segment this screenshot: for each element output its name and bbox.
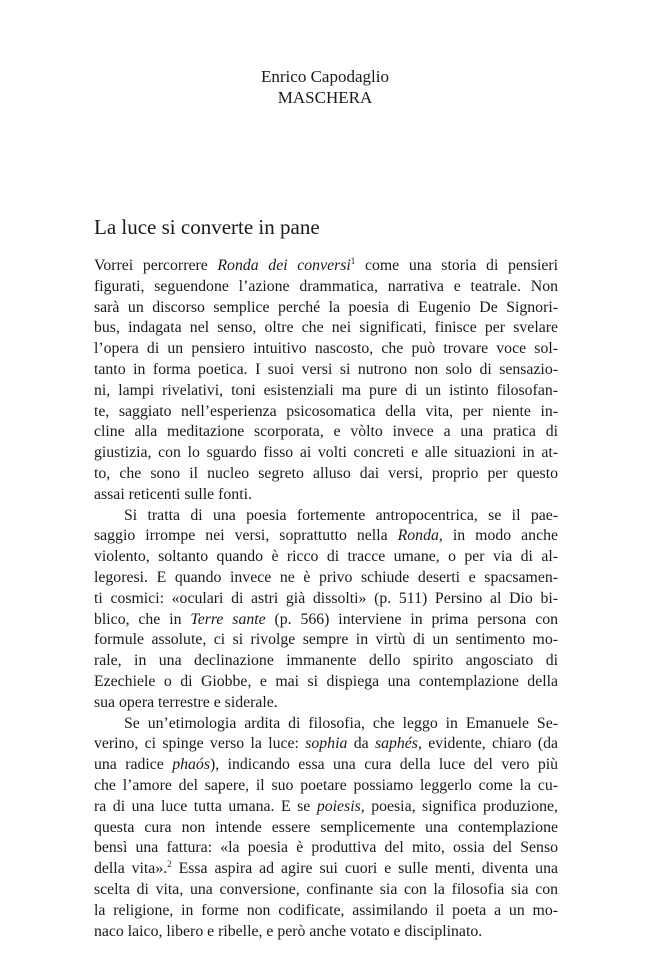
text-line: scelta di vita, una conversione, confinante sia con la filosofia sia con (94, 880, 558, 898)
italic-title-terre-sante: Terre sante (190, 610, 266, 628)
text-line: Ezechiele o di Giobbe, e mai si dispiega una contemplazione della (94, 672, 558, 690)
text-line: legoresi. E quando invece ne è privo schiude deserti e spacsamen- (94, 568, 558, 586)
text-line: tanto in forma poetica. I suoi versi si nutrono non solo di sensazio- (94, 360, 558, 378)
text-line: assai reticenti sulle fonti. (94, 485, 252, 503)
text-line: formule assolute, ci si rivolge sempre in virtù di un sentimento mo- (94, 631, 558, 649)
text-line: naco laico, libero e ribelle, e però anche votato e disciplinato. (94, 922, 483, 940)
italic-term-phaos: phaós (172, 756, 210, 774)
text-line: ni, lampi rivelativi, toni esistenziali ma pure di un istinto filosofan- (94, 381, 558, 399)
header-author: Enrico Capodaglio (261, 67, 389, 86)
text-line: bus, indagata nel senso, oltre che nei significati, finisce per svelare (94, 319, 558, 337)
text-line: ti cosmici: «oculari di astri già dissolti» (p. 511) Persino al Dio bi- (94, 589, 558, 607)
text-line: verino, ci spinge verso la luce: sophia da saphés, evidente, chiaro (da (94, 735, 558, 753)
text-line: ra di una luce tutta umana. E se poiesis, poesia, significa produzione, (94, 797, 558, 815)
section-title: La luce si converte in pane (94, 215, 320, 239)
text-line: rale, in una declinazione immanente dello spirito angosciato di (94, 652, 558, 670)
text-line: blico, che in Terre sante (p. 566) interviene in prima persona con (94, 610, 558, 628)
text-line: una radice phaós), indicando essa una cura della luce del vero più (94, 756, 559, 774)
italic-term-sophia: sophia (305, 735, 348, 753)
italic-title-ronda: Ronda (397, 527, 439, 545)
text-line: violento, soltanto quando è ricco di tracce umane, o per via di al- (94, 548, 558, 566)
text-line: Si tratta di una poesia fortemente antropocentrica, se il pae- (124, 506, 558, 524)
text-line: te, saggiato nell’esperienza psicosomatica della vita, per niente in- (94, 402, 558, 420)
text-line: figurati, seguendone l’azione drammatica, narrativa e teatrale. Non (94, 277, 558, 295)
text-line: bensì una fattura: «la poesia è produttiva del mito, ossia del Senso (94, 839, 558, 857)
text-line: che l’amore del sapere, il suo poetare possiamo leggerlo come la cu- (94, 776, 558, 794)
text-line: sua opera terrestre e siderale. (94, 693, 278, 711)
text-line: della vita».$^2$ Essa aspira ad agire sui cuori e sulle menti, diventa una (94, 859, 558, 878)
footnote-ref-1[interactable]: 1 (350, 256, 356, 266)
body-text (94, 256, 558, 942)
text-line: saggio irrompe nei versi, soprattutto nella Ronda, in modo anche (94, 527, 558, 545)
footnote-ref-2[interactable]: 2 (167, 859, 172, 870)
text-line: sarà un discorso semplice perché la poesia di Eugenio De Signori- (94, 298, 558, 316)
text-line: Se un’etimologia ardita di filosofia, che leggo in Emanuele Se- (124, 714, 558, 732)
header-work-title: MASCHERA (277, 88, 373, 107)
text-line: cline alla meditazione scorporata, e vòlto invece a una pratica di (94, 423, 558, 441)
text-line: l’opera di un pensiero intuitivo nascosto, che può trovare voce sol- (94, 340, 558, 358)
text-line: questa cura non intende essere semplicemente una contemplazione (94, 818, 558, 836)
italic-term-saphes: saphés (374, 735, 418, 753)
text-line: to, che sono il nucleo segreto alluso dai versi, proprio per questo (94, 464, 558, 482)
text-line: giustizia, con lo sguardo fisso ai volti concreti e alle situazioni in at- (94, 444, 558, 462)
text-line: la religione, in forme non codificate, assimilando il poeta a un mo- (94, 901, 558, 919)
italic-term-poiesis: poiesis (316, 797, 361, 815)
running-header (0, 66, 650, 108)
text-line: Vorrei percorrere Ronda dei conversi$^1$ come una storia di pensieri (94, 256, 559, 274)
italic-title-ronda-dei-conversi: Ronda dei conversi (217, 257, 351, 274)
